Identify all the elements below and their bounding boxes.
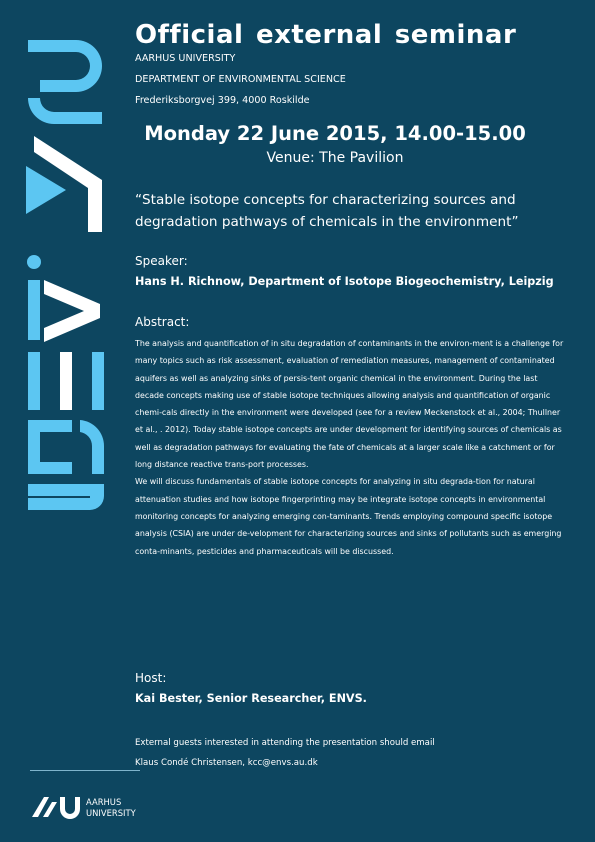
speaker-label: Speaker:	[135, 254, 188, 268]
deco-letter-c-low	[28, 484, 104, 510]
envs-decorative-letters-icon	[0, 0, 130, 520]
deco-letter-c-curve	[80, 420, 104, 474]
deco-letter-e-bar3	[92, 352, 104, 410]
page-title: Official external seminar	[135, 20, 517, 50]
talk-title-line2: degradation pathways of chemicals in the environment”	[135, 214, 519, 230]
contact-line-1: External guests interested in attending the presentation should email	[135, 738, 435, 748]
footer-divider	[30, 770, 140, 771]
talk-title-line1: “Stable isotope concepts for characterizing sources and	[135, 192, 516, 208]
footer-logo-line1: AARHUS	[86, 797, 122, 807]
event-date-time: Monday 22 June 2015, 14.00-15.00	[144, 122, 526, 145]
department-name: DEPARTMENT OF ENVIRONMENTAL SCIENCE	[135, 74, 346, 85]
deco-letter-e-bar2	[60, 352, 72, 410]
contact-line-2: Klaus Condé Christensen, kcc@envs.au.dk	[135, 758, 318, 768]
event-venue: Venue: The Pavilion	[266, 150, 404, 166]
deco-letter-s	[28, 40, 102, 92]
talk-title	[135, 189, 575, 233]
footer-logo-line2: UNIVERSITY	[86, 808, 136, 818]
contact-info	[135, 733, 435, 773]
speaker-name: Hans H. Richnow, Department of Isotope Biogeochemistry, Leipzig	[135, 275, 554, 288]
aarhus-university-logo-icon	[30, 795, 80, 819]
deco-letter-n-arrow	[44, 280, 100, 342]
host-label: Host:	[135, 671, 167, 685]
deco-letter-s-lower	[28, 98, 102, 124]
deco-dot	[27, 255, 41, 269]
abstract-paragraph-2: We will discuss fundamentals of stable isotope concepts for analyzing in situ degrada-tion for natural attenuation studies and how isotope fingerprinting may be integrate isotope concepts in environmental monitoring concepts for analyzing emerging con-taminants. Trends employing compound specific isotope analysis (CSIA) are under de-velopment for characterizing sources and sinks of pollutants such as emerging conta-minants, pesticides and pharmaceuticals will be discussed.	[135, 477, 562, 556]
university-name: AARHUS UNIVERSITY	[135, 53, 236, 64]
abstract-body	[135, 335, 567, 560]
abstract-paragraph-1: The analysis and quantification of in situ degradation of contaminants in the environ-ment is a challenge for many topics such as risk assessment, evaluation of remediation measures, management of contaminated aquifers as well as analyzing sinks of persis-tent organic chemical in the environment. During the last decade concepts making use of stable isotope techniques allowing analysis and quantification of organic chemi-cals directly in the environment were developed (see for a review Meckenstock et al., 2004; Thullner et al., . 2012). Today stable isotope concepts are under development for identifying sources of chemicals as well as degradation pathways for evaluating the fate of chemicals at a larger scale like a catchment or for long distance reactive trans-port processes.	[135, 339, 564, 470]
host-name: Kai Bester, Senior Researcher, ENVS.	[135, 692, 367, 705]
footer-logo-text	[86, 797, 136, 819]
abstract-label: Abstract:	[135, 315, 190, 329]
deco-letter-v-blue	[26, 166, 66, 214]
deco-letter-n-stem	[28, 280, 40, 340]
deco-letter-c	[28, 420, 72, 474]
department-address: Frederiksborgvej 399, 4000 Roskilde	[135, 95, 310, 106]
deco-letter-e-bar1	[28, 352, 40, 410]
